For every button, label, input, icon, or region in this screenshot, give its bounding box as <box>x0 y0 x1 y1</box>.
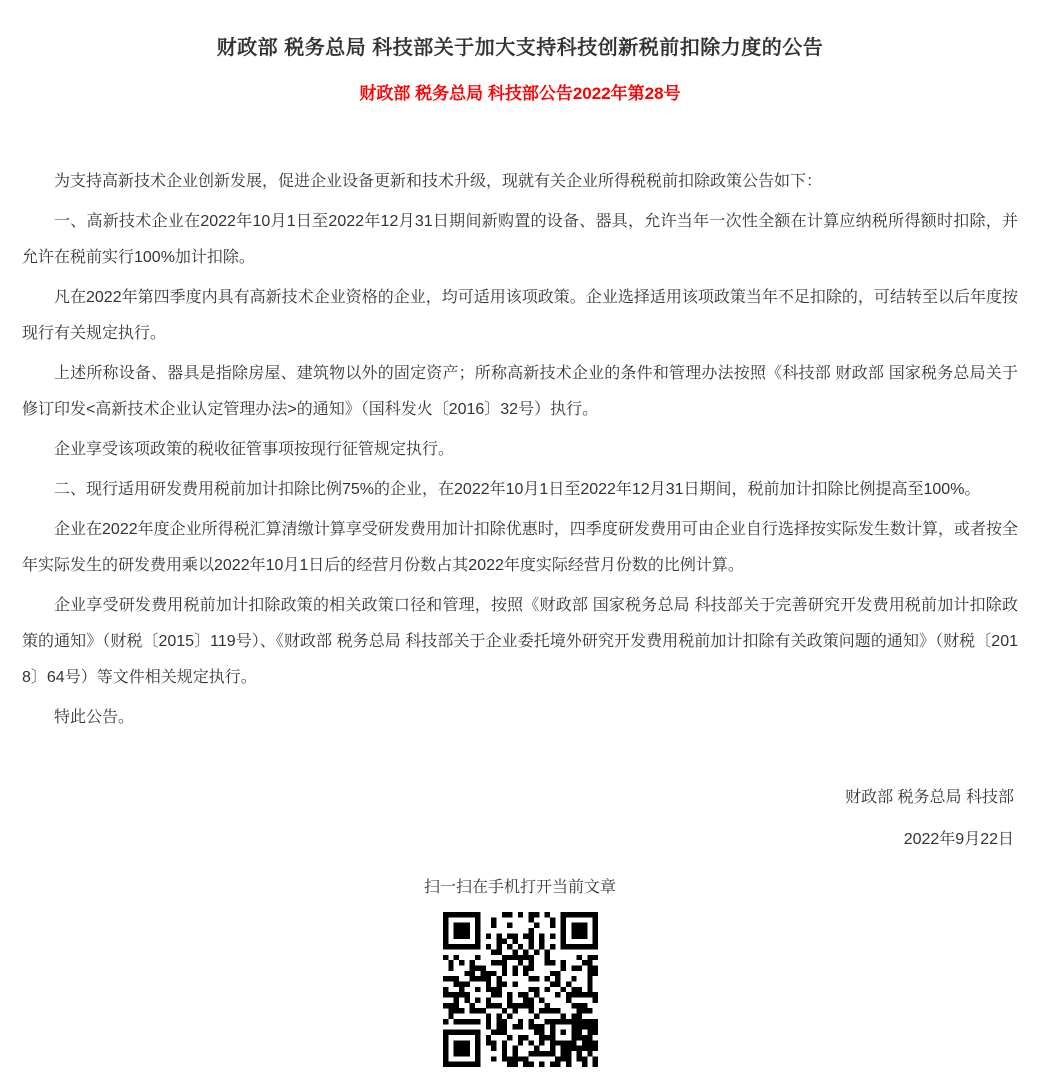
document-title: 财政部 税务总局 科技部关于加大支持科技创新税前扣除力度的公告 <box>216 37 824 59</box>
paragraph: 企业在2022年度企业所得税汇算清缴计算享受研发费用加计扣除优惠时，四季度研发费用可由企业自行选择按实际发生数计算，或者按全年实际发生的研发费用乘以2022年10月1日后的经营月份数占其2022年度实际经营月份数的比例计算。 <box>22 521 1018 574</box>
paragraph: 上述所称设备、器具是指除房屋、建筑物以外的固定资产；所称高新技术企业的条件和管理办法按照《科技部 财政部 国家税务总局关于修订印发<高新技术企业认定管理办法>的通知》（国科发火〔2016〕32号）执行。 <box>22 365 1018 418</box>
document-number: 财政部 税务总局 科技部公告2022年第28号 <box>359 84 681 103</box>
qr-code <box>443 912 598 1067</box>
paragraph: 企业享受研发费用税前加计扣除政策的相关政策口径和管理，按照《财政部 国家税务总局 科技部关于完善研究开发费用税前加计扣除政策的通知》（财税〔2015〕119号）、《财政部 税务总局 科技部关于企业委托境外研究开发费用税前加计扣除有关政策问题的通知》（财税〔2018〕64号）等文件相关规定执行。 <box>22 597 1018 686</box>
qr-area <box>22 876 1018 1067</box>
signature-block <box>22 780 1018 858</box>
signature-date: 2022年9月22日 <box>903 831 1014 848</box>
paragraph: 特此公告。 <box>54 709 135 726</box>
paragraph: 二、现行适用研发费用税前加计扣除比例75%的企业，在2022年10月1日至2022年12月31日期间，税前加计扣除比例提高至100%。 <box>54 481 981 498</box>
qr-caption: 扫一扫在手机打开当前文章 <box>423 879 616 896</box>
paragraph: 一、高新技术企业在2022年10月1日至2022年12月31日期间新购置的设备、器具，允许当年一次性全额在计算应纳税所得额时扣除，并允许在税前实行100%加计扣除。 <box>22 213 1018 266</box>
paragraph: 凡在2022年第四季度内具有高新技术企业资格的企业，均可适用该项政策。企业选择适用该项政策当年不足扣除的，可结转至以后年度按现行有关规定执行。 <box>22 289 1018 342</box>
document-body <box>22 164 1018 736</box>
paragraph: 为支持高新技术企业创新发展，促进企业设备更新和技术升级，现就有关企业所得税税前扣除政策公告如下： <box>54 173 823 190</box>
paragraph: 企业享受该项政策的税收征管事项按现行征管规定执行。 <box>54 441 455 458</box>
signature-agencies: 财政部 税务总局 科技部 <box>845 789 1014 806</box>
